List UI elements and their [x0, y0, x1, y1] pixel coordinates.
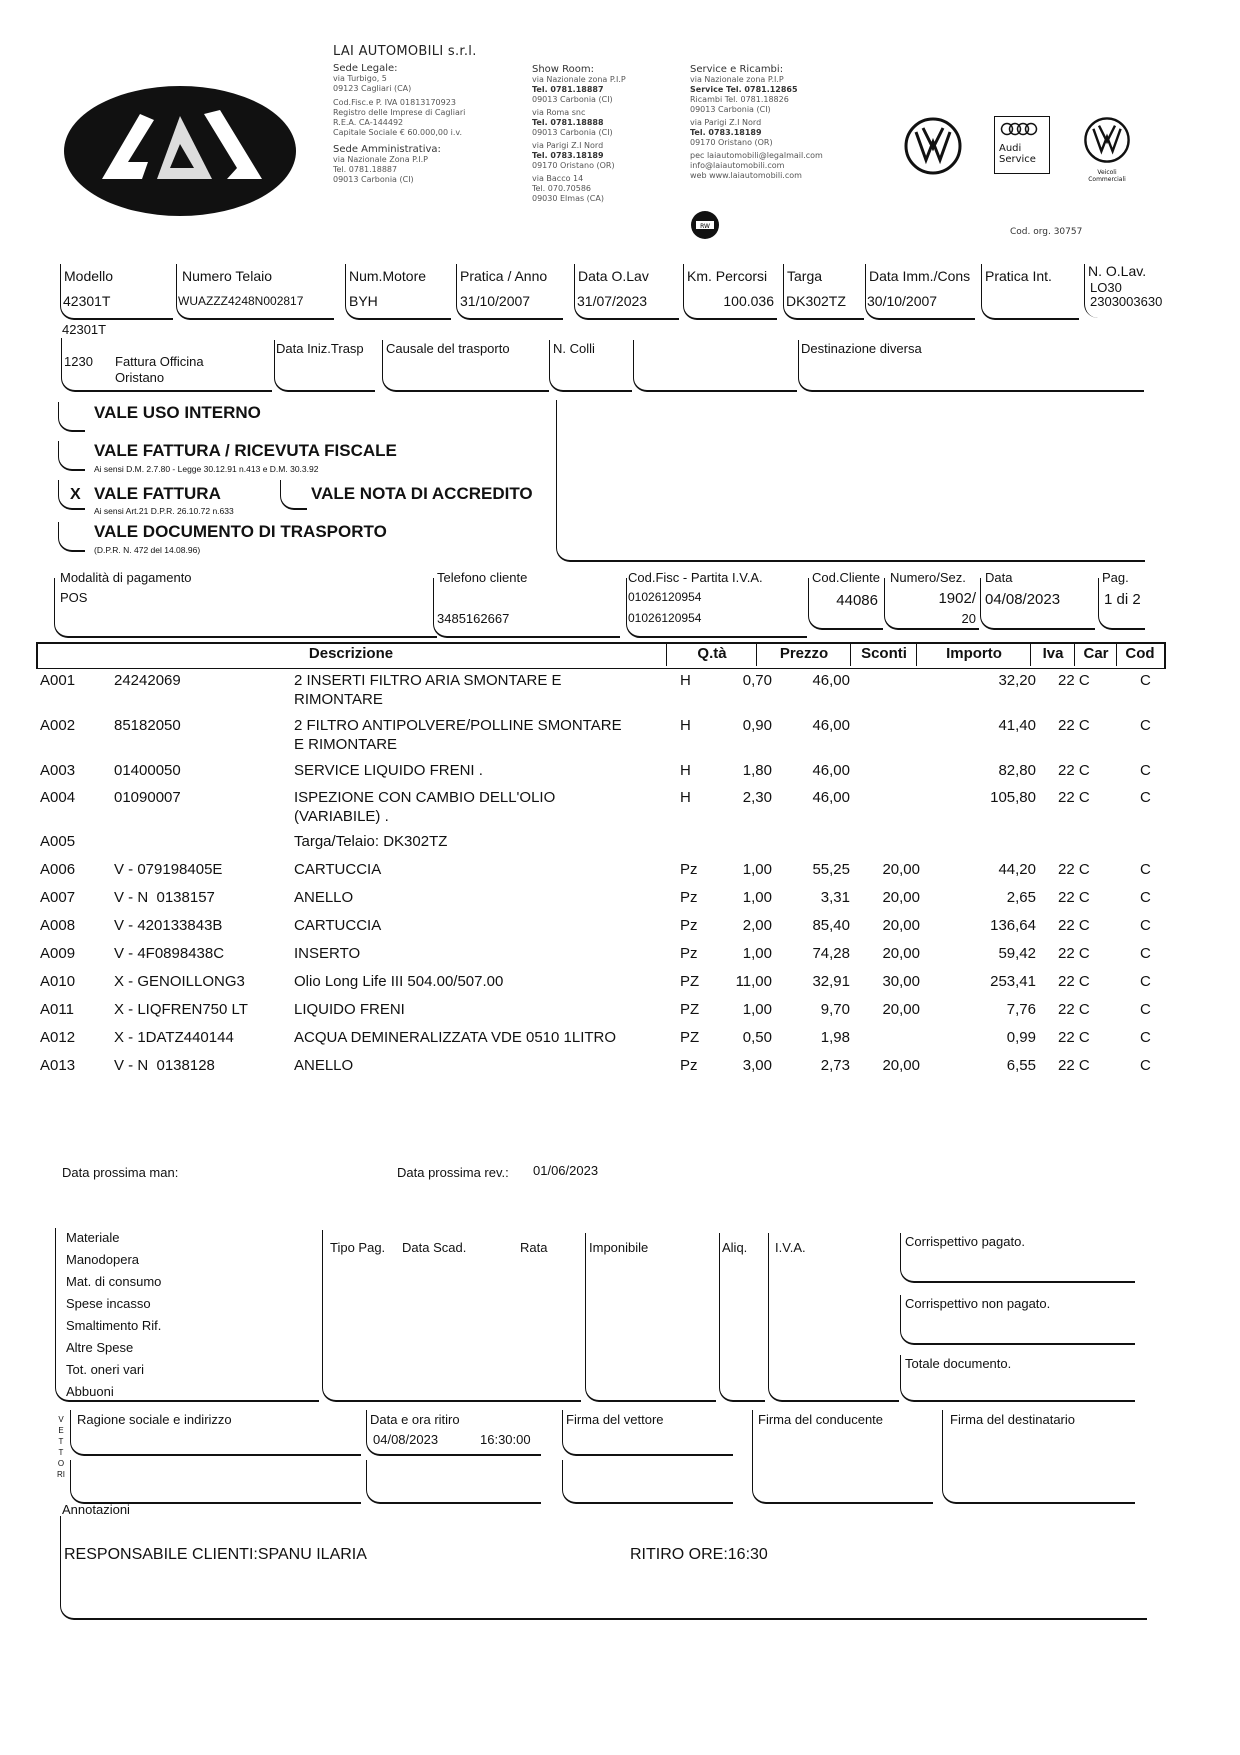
- showroom-line: 09013 Carbonia (CI): [532, 95, 613, 104]
- showroom-line: Tel. 070.70586: [532, 184, 592, 193]
- colli-label: N. Colli: [553, 341, 595, 356]
- ragione-sociale-label: Ragione sociale e indirizzo: [77, 1412, 232, 1427]
- fattura-checkmark: X: [70, 486, 81, 503]
- sede-amm-line: 09013 Carbonia (CI): [333, 175, 414, 184]
- col-prezzo: Prezzo: [756, 642, 851, 666]
- showroom-line: via Roma snc: [532, 108, 586, 117]
- annotazioni-label: Annotazioni: [62, 1502, 130, 1517]
- vw-commercial-icon: [1083, 116, 1131, 164]
- showroom-block: [532, 64, 682, 204]
- codcliente-value: 44086: [836, 592, 878, 609]
- label-altre-spese: Altre Spese: [66, 1340, 134, 1355]
- field-codfisc: [626, 578, 807, 638]
- codfisc-value: 01026120954: [628, 590, 702, 604]
- next-revision-label: Data prossima rev.:: [397, 1165, 509, 1180]
- transport-line1: Fattura Officina: [115, 354, 204, 369]
- sede-legale-line: 09123 Cagliari (CA): [333, 84, 412, 93]
- pag-value: 1 di 2: [1104, 591, 1141, 608]
- data-value: 04/08/2023: [985, 591, 1061, 608]
- sezione-value: 20: [961, 611, 976, 626]
- data-imm-value: 30/10/2007: [867, 293, 938, 309]
- registry-line: Capitale Sociale € 60.000,00 i.v.: [333, 128, 463, 137]
- destinazione-label: Destinazione diversa: [801, 341, 922, 356]
- showroom-line: via Nazionale zona P.I.P: [532, 75, 626, 84]
- showroom-line: via Bacco 14: [532, 174, 584, 183]
- km-label: Km. Percorsi: [687, 268, 768, 284]
- pagamento-label: Modalità di pagamento: [60, 570, 192, 585]
- rata-label: Rata: [520, 1240, 548, 1255]
- showroom-line: 09030 Elmas (CA): [532, 194, 604, 203]
- n-olav-number: 2303003630: [1090, 294, 1163, 309]
- model-repeat: 42301T: [62, 322, 107, 337]
- corrispettivo-non-pagato-label: Corrispettivo non pagato.: [905, 1296, 1051, 1311]
- checkbox-documento-trasporto[interactable]: [58, 522, 85, 552]
- n-olav-label: N. O.Lav.: [1088, 263, 1147, 279]
- col-iva: Iva: [1030, 642, 1075, 666]
- company-logo: [62, 84, 298, 218]
- firma-conducente-label: Firma del conducente: [758, 1412, 884, 1427]
- showroom-line: 09170 Oristano (OR): [532, 161, 615, 170]
- service-line: via Parigi Z.I Nord: [690, 118, 762, 127]
- service-line: via Nazionale zona P.I.P: [690, 75, 784, 84]
- pratica-int-label: Pratica Int.: [985, 268, 1052, 284]
- field-pagamento: [54, 578, 437, 638]
- n-olav-value: LO30: [1090, 280, 1122, 295]
- audi-service-text: Audi Service: [999, 143, 1036, 165]
- vettori-side-label: VETTORI: [57, 1415, 65, 1479]
- registry-line: Cod.Fisc.e P. IVA 01813170923: [333, 98, 456, 107]
- sede-amm-line: via Nazionale Zona P.I.P: [333, 155, 429, 164]
- fattura-label: VALE FATTURA: [94, 484, 221, 503]
- nota-label: VALE NOTA DI ACCREDITO: [311, 484, 533, 503]
- label-spese-incasso: Spese incasso: [66, 1296, 151, 1311]
- col-sconti: Sconti: [850, 642, 917, 666]
- codfisc-label: Cod.Fisc - Partita I.V.A.: [628, 570, 763, 585]
- service-line: Tel. 0783.18189: [690, 128, 762, 137]
- service-title: Service e Ricambi:: [690, 64, 784, 75]
- audi-service-logo: [994, 116, 1050, 174]
- data-imm-label: Data Imm./Cons: [869, 268, 971, 284]
- ora-ritiro-value: 16:30:00: [480, 1432, 531, 1447]
- label-materiale: Materiale: [66, 1230, 120, 1245]
- lai-logo-icon: [62, 84, 298, 218]
- data-ritiro-label: Data e ora ritiro: [370, 1412, 460, 1427]
- col-car: Car: [1074, 642, 1117, 666]
- numero-value: 1902/: [938, 590, 976, 607]
- piva-value: 01026120954: [628, 611, 702, 625]
- pratica-anno-value: 31/10/2007: [460, 293, 531, 309]
- aliq-box: [719, 1233, 765, 1402]
- firma-vettore-label: Firma del vettore: [566, 1412, 664, 1427]
- col-qta: Q.tà: [666, 642, 757, 666]
- pagamento-value: POS: [60, 590, 88, 605]
- firma-vettore-box-2[interactable]: [562, 1460, 733, 1504]
- sede-legale-line: via Turbigo, 5: [333, 74, 387, 83]
- km-value: 100.036: [723, 293, 774, 309]
- payment-schedule-box: [322, 1230, 581, 1402]
- telefono-label: Telefono cliente: [437, 570, 528, 585]
- ddt-label: VALE DOCUMENTO DI TRASPORTO: [94, 522, 387, 541]
- data-iniz-label: Data Iniz.Trasp: [276, 341, 364, 356]
- data-scad-label: Data Scad.: [402, 1240, 467, 1255]
- showroom-line: Tel. 0781.18888: [532, 118, 604, 127]
- pag-label: Pag.: [1102, 570, 1129, 585]
- transport-code: 1230: [64, 354, 93, 369]
- document-notes-box: [556, 400, 1145, 562]
- corrispettivo-pagato-label: Corrispettivo pagato.: [905, 1234, 1025, 1249]
- fattura-law: Ai sensi Art.21 D.P.R. 26.10.72 n.633: [94, 506, 234, 516]
- next-maintenance-label: Data prossima man:: [62, 1165, 179, 1180]
- telefono-value: 3485162667: [437, 611, 510, 626]
- numero-label: Numero/Sez.: [890, 570, 966, 585]
- modello-label: Modello: [64, 268, 114, 284]
- data-label: Data: [985, 570, 1013, 585]
- imponibile-box: [585, 1233, 716, 1402]
- registry-line: Registro delle Imprese di Cagliari: [333, 108, 466, 117]
- col-cod: Cod: [1116, 642, 1163, 666]
- field-empty: [633, 340, 797, 392]
- targa-value: DK302TZ: [786, 293, 846, 309]
- checkbox-uso-interno[interactable]: [58, 402, 85, 432]
- info-email[interactable]: info@laiautomobili.com: [690, 161, 785, 170]
- data-olav-value: 31/07/2023: [577, 293, 648, 309]
- cost-labels: [66, 1227, 161, 1403]
- totale-documento-label: Totale documento.: [905, 1356, 1012, 1371]
- showroom-line: Tel. 0783.18189: [532, 151, 604, 160]
- sede-amm-line: Tel. 0781.18887: [333, 165, 398, 174]
- firma-destinatario-label: Firma del destinatario: [950, 1412, 1075, 1427]
- service-line: Ricambi Tel. 0781.18826: [690, 95, 789, 104]
- showroom-line: via Parigi Z.I Nord: [532, 141, 604, 150]
- label-smaltimento: Smaltimento Rif.: [66, 1318, 162, 1333]
- pratica-anno-label: Pratica / Anno: [460, 268, 548, 284]
- registry-line: R.E.A. CA-144492: [333, 118, 404, 127]
- tipo-pag-label: Tipo Pag.: [330, 1240, 386, 1255]
- ddt-law: (D.P.R. N. 472 del 14.08.96): [94, 545, 201, 555]
- label-mat-consumo: Mat. di consumo: [66, 1274, 162, 1289]
- label-manodopera: Manodopera: [66, 1252, 139, 1267]
- transport-line2: Oristano: [115, 370, 165, 385]
- uso-interno-label: VALE USO INTERNO: [94, 403, 261, 422]
- annotazioni-responsabile: RESPONSABILE CLIENTI:SPANU ILARIA: [64, 1546, 367, 1563]
- showroom-line: Tel. 0781.18887: [532, 85, 604, 94]
- codcliente-label: Cod.Cliente: [812, 570, 880, 585]
- audi-rings-icon: [1000, 122, 1040, 136]
- company-block: [333, 44, 533, 185]
- aliq-label: Aliq.: [722, 1240, 748, 1255]
- next-revision-value: 01/06/2023: [533, 1163, 599, 1178]
- data-olav-label: Data O.Lav: [578, 268, 649, 284]
- annotazioni-box: [60, 1516, 1147, 1620]
- sede-amministrativa-title: Sede Amministrativa:: [333, 144, 441, 155]
- service-line: Service Tel. 0781.12865: [690, 85, 798, 94]
- col-importo: Importo: [916, 642, 1031, 666]
- cod-org: Cod. org. 30757: [1010, 227, 1083, 237]
- causale-label: Causale del trasporto: [386, 341, 510, 356]
- showroom-line: 09013 Carbonia (CI): [532, 128, 613, 137]
- service-block: [690, 64, 860, 181]
- annotazioni-ritiro: RITIRO ORE:16:30: [630, 1546, 768, 1563]
- vw-logo-icon: [903, 116, 963, 181]
- checkbox-ricevuta-fiscale[interactable]: [58, 441, 85, 471]
- sede-legale-title: Sede Legale:: [333, 63, 398, 74]
- ragione-sociale-box-2: [70, 1460, 361, 1504]
- field-telefono: [433, 578, 620, 638]
- service-line: 09013 Carbonia (CI): [690, 105, 771, 114]
- ricevuta-label: VALE FATTURA / RICEVUTA FISCALE: [94, 441, 397, 460]
- targa-label: Targa: [787, 268, 823, 284]
- modello-value: 42301T: [63, 293, 111, 309]
- motore-label: Num.Motore: [349, 268, 427, 284]
- telaio-value: WUAZZZ4248N002817: [178, 294, 304, 308]
- data-ritiro-value: 04/08/2023: [373, 1432, 439, 1447]
- showroom-title: Show Room:: [532, 64, 595, 75]
- label-tot-oneri: Tot. oneri vari: [66, 1362, 145, 1377]
- iva-box: [768, 1233, 899, 1402]
- col-descrizione: Descrizione: [308, 645, 394, 662]
- checkbox-nota-accredito[interactable]: [280, 480, 307, 510]
- data-ritiro-box-2: [366, 1460, 541, 1504]
- svg-text:RW: RW: [700, 223, 710, 230]
- vw-commercial-text: Veicoli Commerciali: [1088, 169, 1126, 183]
- vw-commercial-logo: [1082, 116, 1132, 183]
- telaio-label: Numero Telaio: [182, 268, 273, 284]
- pec-email[interactable]: pec laiautomobili@legalmail.com: [690, 151, 823, 160]
- website-link[interactable]: web www.laiautomobili.com: [690, 171, 802, 180]
- certification-badge-icon: [690, 210, 720, 245]
- label-abbuoni: Abbuoni: [66, 1384, 114, 1399]
- motore-value: BYH: [349, 293, 378, 309]
- ricevuta-law: Ai sensi D.M. 2.7.80 - Legge 30.12.91 n.413 e D.M. 30.3.92: [94, 464, 319, 474]
- iva-label: I.V.A.: [775, 1240, 806, 1255]
- imponibile-label: Imponibile: [589, 1240, 649, 1255]
- company-name: LAI AUTOMOBILI s.r.l.: [333, 44, 477, 59]
- service-line: 09170 Oristano (OR): [690, 138, 773, 147]
